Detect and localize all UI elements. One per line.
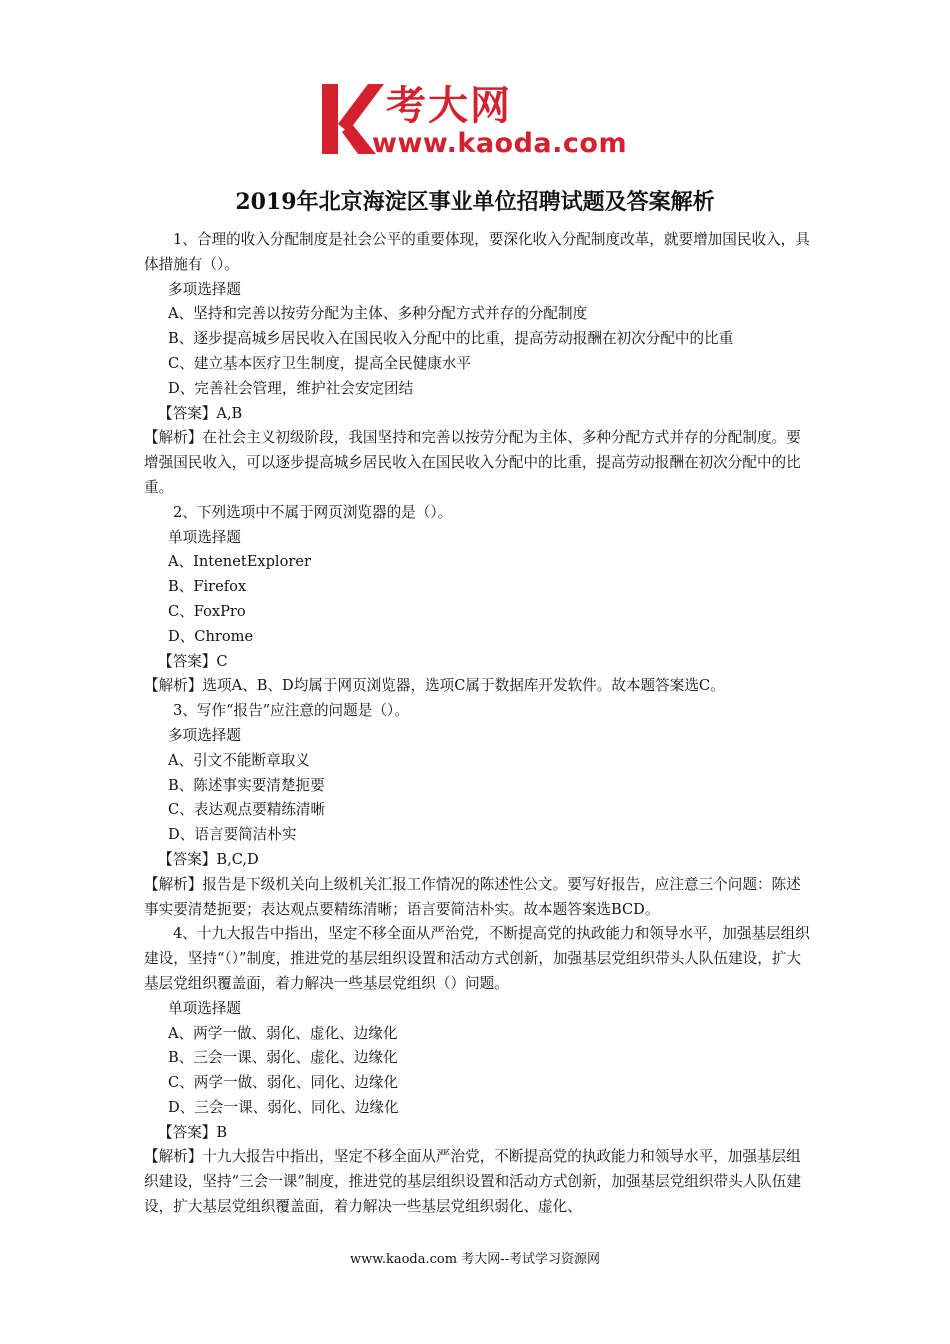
option-item: D、语言要简洁朴实 (168, 826, 297, 844)
option-item: B、逐步提高城乡居民收入在国民收入分配中的比重，提高劳动报酬在初次分配中的比重 (168, 330, 734, 348)
option-item: A、坚持和完善以按劳分配为主体、多种分配方式并存的分配制度 (168, 305, 588, 323)
answer-line: 【答案】B,C,D (158, 850, 259, 868)
option-item: C、表达观点要精练清晰 (168, 801, 326, 819)
answer-line: 【答案】A,B (158, 404, 243, 422)
option-item: B、陈述事实要清楚扼要 (168, 776, 325, 794)
option-item: B、Firefox (168, 578, 247, 596)
question-stem: 2、下列选项中不属于网页浏览器的是（）。 (173, 503, 453, 521)
document-body (144, 228, 814, 1220)
question-type: 多项选择题 (168, 280, 241, 298)
analysis-text: 【解析】十九大报告中指出，坚定不移全面从严治党，不断提高党的执政能力和领导水平，加强基层组织建设，坚持“三会一课”制度，推进党的基层组织设置和活动方式创新，加强基层党组织带头人队伍建设，扩大基层党组织覆盖面，着力解决一些基层党组织弱化、虚化、 (144, 1148, 802, 1216)
kaoda-logo (318, 80, 638, 162)
option-item: A、IntenetExplorer (168, 553, 311, 571)
option-item: A、两学一做、弱化、虚化、边缘化 (168, 1024, 398, 1042)
answer-line: 【答案】C (158, 652, 228, 670)
question-stem: 1、合理的收入分配制度是社会公平的重要体现，要深化收入分配制度改革，就要增加国民收入，具体措施有（）。 (144, 231, 810, 273)
answer-line: 【答案】B (158, 1123, 228, 1141)
question-stem: 4、十九大报告中指出，坚定不移全面从严治党，不断提高党的执政能力和领导水平，加强基层组织建设，坚持“（）”制度，推进党的基层组织设置和活动方式创新，加强基层党组织带头人队伍建设，扩大基层党组织覆盖面，着力解决一些基层党组织（）问题。 (144, 925, 810, 992)
question-type: 多项选择题 (168, 726, 241, 744)
option-item: C、两学一做、弱化、同化、边缘化 (168, 1074, 399, 1092)
analysis-text: 【解析】报告是下级机关向上级机关汇报工作情况的陈述性公文。要写好报告，应注意三个问题：陈述事实要清楚扼要；表达观点要精练清晰；语言要简洁朴实。故本题答案选BCD。 (144, 875, 801, 918)
document-title: 2019年北京海淀区事业单位招聘试题及答案解析 (235, 189, 715, 215)
logo-brand-url: www.kaoda.com (372, 128, 628, 159)
analysis-text: 【解析】选项A、B、D均属于网页浏览器，选项C属于数据库开发软件。故本题答案选C。 (144, 677, 725, 695)
question-type: 单项选择题 (168, 528, 241, 546)
page-footer: www.kaoda.com 考大网--考试学习资源网 (350, 1252, 600, 1267)
option-item: C、建立基本医疗卫生制度，提高全民健康水平 (168, 354, 472, 372)
option-item: C、FoxPro (168, 602, 246, 620)
option-item: B、三会一课、弱化、虚化、边缘化 (168, 1049, 398, 1067)
logo-brand-cn: 考大网 (386, 83, 512, 129)
option-item: D、Chrome (168, 627, 254, 645)
option-item: A、引文不能断章取义 (168, 751, 310, 769)
option-item: D、完善社会管理，维护社会安定团结 (168, 379, 414, 397)
option-item: D、三会一课、弱化、同化、边缘化 (168, 1098, 399, 1116)
question-stem: 3、写作“报告”应注意的问题是（）。 (173, 702, 409, 720)
question-type: 单项选择题 (168, 999, 241, 1017)
analysis-text: 【解析】在社会主义初级阶段，我国坚持和完善以按劳分配为主体、多种分配方式并存的分配制度。要增强国民收入，可以逐步提高城乡居民收入在国民收入分配中的比重，提高劳动报酬在初次分配中的比重。 (144, 429, 801, 496)
